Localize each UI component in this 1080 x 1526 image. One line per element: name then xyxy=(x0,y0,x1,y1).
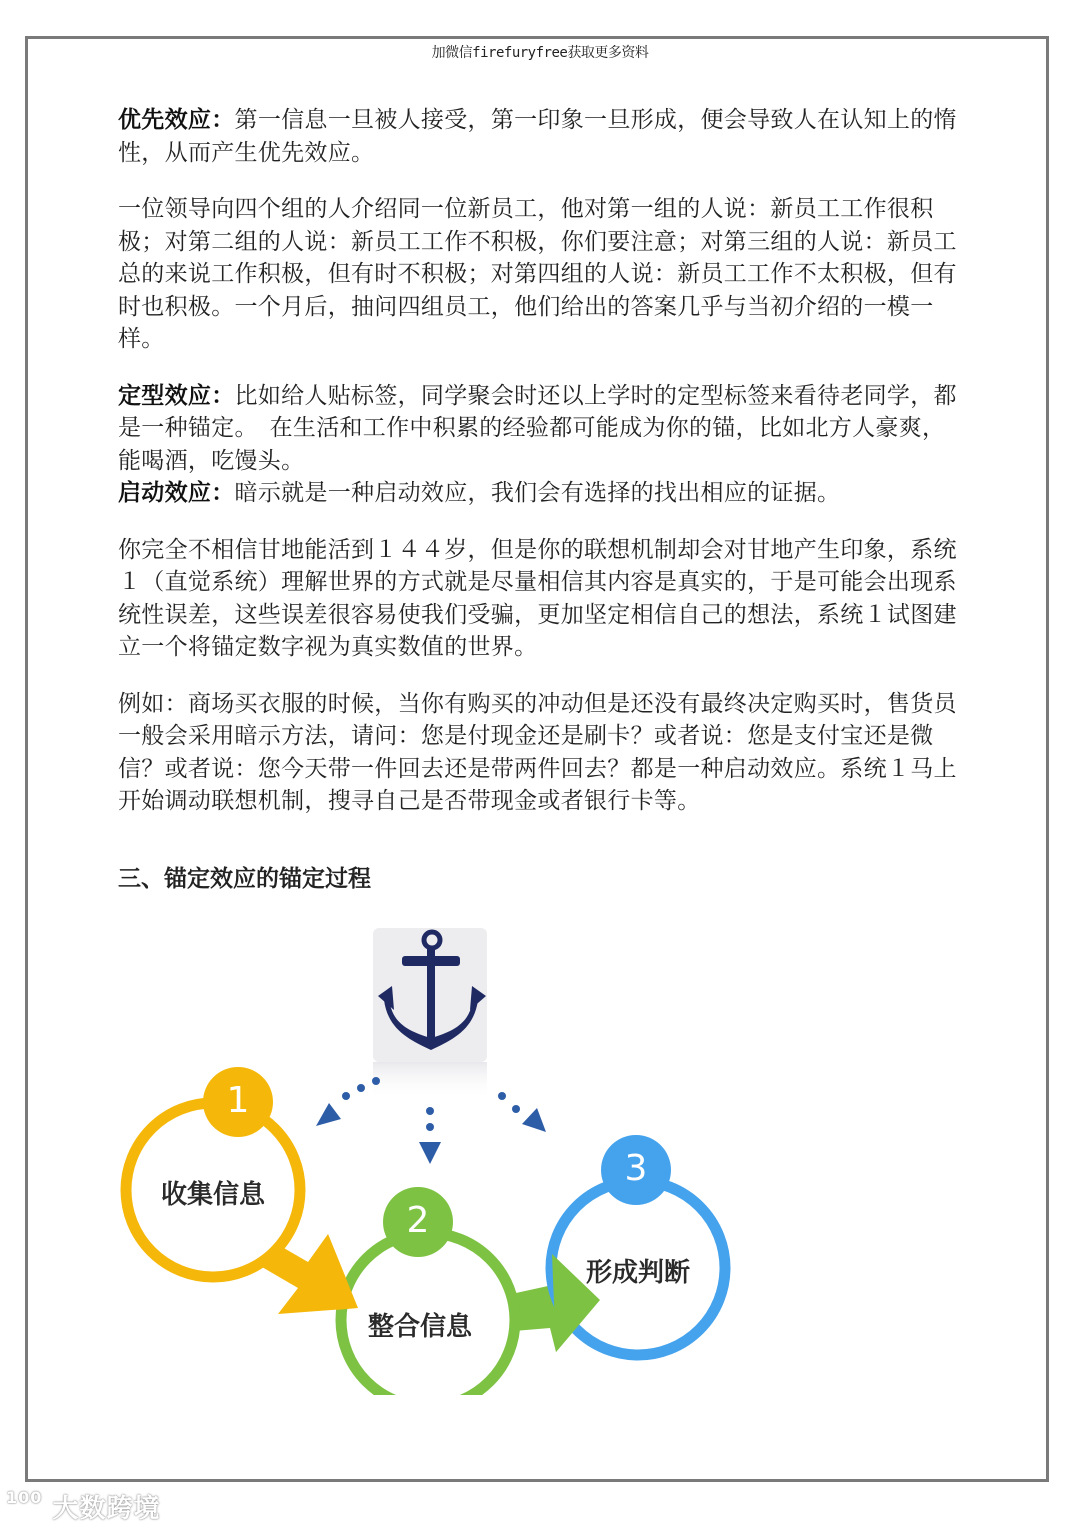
document-body xyxy=(118,104,963,818)
anchor-icon xyxy=(373,928,487,1100)
term-priming-effect: 启动效应 xyxy=(118,479,212,506)
paragraph-shopping-example: 例如：商场买衣服的时候，当你有购买的冲动但是还没有最终决定购买时，售货员一般会采用暗示方法，请问：您是付现金还是刷卡？或者说：您是支付宝还是微信？或者说：您今天带一件回去还是带两件回去？都是一种启动效应。系统１马上开始调动联想机制，搜寻自己是否带现金或者银行卡等。 xyxy=(118,690,957,814)
dotted-arrow-left xyxy=(316,1077,380,1126)
anchoring-process-diagram xyxy=(0,900,1080,1395)
term-separator: ： xyxy=(211,106,235,133)
watermark-text: 大数跨境 xyxy=(52,1494,161,1524)
header-note: 加微信firefuryfree获取更多资料 xyxy=(431,45,649,61)
dotted-arrow-down xyxy=(419,1107,441,1164)
paragraph-text: 第一信息一旦被人接受，第一印象一旦形成，便会导致人在认知上的惰性，从而产生优先效应。 xyxy=(118,107,957,166)
step-2-number: 2 xyxy=(406,1200,430,1241)
term-separator: ： xyxy=(211,381,235,409)
section-title: 三、锚定效应的锚定过程 xyxy=(118,866,371,892)
paragraph-priming-effect xyxy=(118,477,963,510)
term-primacy-effect: 优先效应 xyxy=(118,106,212,133)
step-3-label: 形成判断 xyxy=(585,1258,690,1288)
watermark xyxy=(6,1488,160,1525)
step-1-label: 收集信息 xyxy=(160,1180,265,1210)
watermark-logo-icon: 100 xyxy=(6,1488,43,1507)
paragraph-system-one: 你完全不相信甘地能活到１４４岁，但是你的联想机制却会对甘地产生印象，系统１（直觉系统）理解世界的方式就是尽量相信其内容是真实的，于是可能会出现系统性误差，这些误差很容易使我们受骗，更加坚定相信自己的想法，系统１试图建立一个将锚定数字视为真实数值的世界。 xyxy=(118,536,957,660)
step-1-number: 1 xyxy=(226,1080,250,1121)
paragraph-primacy-effect xyxy=(118,104,963,169)
term-stereotype-effect: 定型效应 xyxy=(118,381,212,409)
step-3-number: 3 xyxy=(624,1148,648,1189)
dotted-arrow-right xyxy=(498,1092,546,1132)
paragraph-stereotype-effect xyxy=(118,380,963,478)
paragraph-text: 比如给人贴标签，同学聚会时还以上学时的定型标签来看待老同学，都是一种锚定。 在生活和工作中积累的经验都可能成为你的锚，比如北方人豪爽，能喝酒，吃馒头。 xyxy=(118,382,957,474)
paragraph-example-leader: 一位领导向四个组的人介绍同一位新员工，他对第一组的人说：新员工工作很积极；对第二组的人说：新员工工作不积极，你们要注意；对第三组的人说：新员工总的来说工作积极，但有时不积极；对第四组的人说：新员工工作不太积极，但有时也积极。一个月后，抽问四组员工，他们给出的答案几乎与当初介绍的一模一样。 xyxy=(118,196,957,352)
term-separator: ： xyxy=(211,479,235,506)
step-2-label: 整合信息 xyxy=(367,1312,472,1342)
paragraph-text: 暗示就是一种启动效应，我们会有选择的找出相应的证据。 xyxy=(234,480,841,506)
